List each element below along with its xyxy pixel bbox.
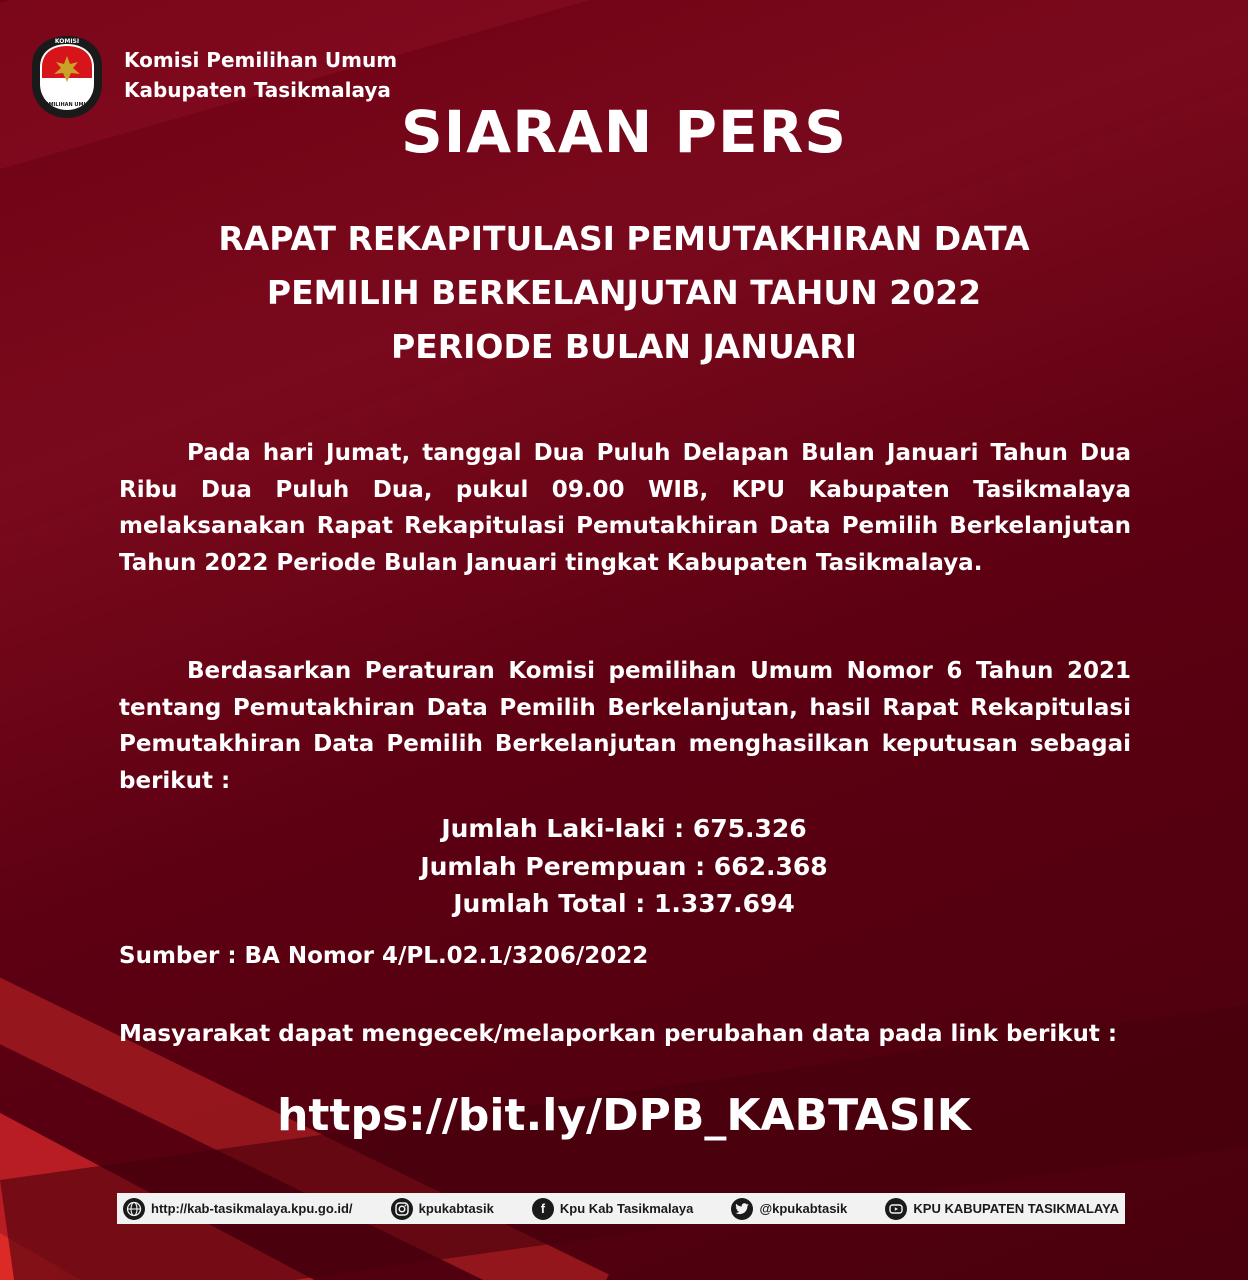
instagram-icon: [391, 1198, 413, 1220]
subtitle-line-3: PERIODE BULAN JANUARI: [391, 327, 857, 366]
facebook-icon: f: [532, 1198, 554, 1220]
subtitle: [0, 212, 1248, 374]
social-facebook[interactable]: [532, 1198, 693, 1220]
org-line-2: Kabupaten Tasikmalaya: [124, 78, 391, 102]
social-youtube-label: KPU KABUPATEN TASIKMALAYA: [913, 1201, 1119, 1216]
paragraph-1: Pada hari Jumat, tanggal Dua Puluh Delapan Bulan Januari Tahun Dua Ribu Dua Puluh Dua, pukul 09.00 WIB, KPU Kabupaten Tasikmalaya melaksanakan Rapat Rekapitulasi Pemutakhiran Data Pemilih Berkelanjutan Tahun 2022 Periode Bulan Januari tingkat Kabupaten Tasikmalaya.: [119, 440, 1131, 576]
social-website-label: http://kab-tasikmalaya.kpu.go.id/: [151, 1201, 353, 1216]
social-instagram-label: kpukabtasik: [418, 1201, 494, 1216]
youtube-icon: [885, 1198, 907, 1220]
social-instagram[interactable]: [391, 1198, 494, 1220]
note-text: Masyarakat dapat mengecek/melaporkan perubahan data pada link berikut :: [119, 1021, 1118, 1047]
social-website[interactable]: [123, 1198, 353, 1220]
stat-male: Jumlah Laki-laki : 675.326: [441, 814, 807, 843]
social-twitter-label: @kpukabtasik: [759, 1201, 848, 1216]
social-facebook-label: Kpu Kab Tasikmalaya: [559, 1201, 694, 1216]
twitter-icon: [731, 1198, 753, 1220]
subtitle-line-1: RAPAT REKAPITULASI PEMUTAKHIRAN DATA: [218, 219, 1030, 258]
social-bar: [117, 1193, 1125, 1224]
stat-total: Jumlah Total : 1.337.694: [453, 889, 795, 918]
logo-top-text: KOMISI: [54, 38, 80, 45]
stats-block: [0, 810, 1248, 923]
report-link[interactable]: https://bit.ly/DPB_KABTASIK: [277, 1090, 971, 1141]
social-twitter[interactable]: [731, 1198, 847, 1220]
logo-bottom-text: PEMILIHAN UMUM: [41, 102, 93, 108]
social-youtube[interactable]: [885, 1198, 1119, 1220]
page-title: SIARAN PERS: [400, 98, 848, 166]
subtitle-line-2: PEMILIH BERKELANJUTAN TAHUN 2022: [266, 273, 982, 312]
paragraph-2: Berdasarkan Peraturan Komisi pemilihan Umum Nomor 6 Tahun 2021 tentang Pemutakhiran Data Pemilih Berkelanjutan, hasil Rapat Rekapitulasi Pemutakhiran Data Pemilih Berkelanjutan menghasilkan keputusan sebagai berikut :: [119, 658, 1131, 794]
organization-name: [124, 45, 397, 105]
globe-icon: [123, 1198, 145, 1220]
org-line-1: Komisi Pemilihan Umum: [124, 48, 398, 72]
stat-female: Jumlah Perempuan : 662.368: [420, 851, 828, 881]
source-text: Sumber : BA Nomor 4/PL.02.1/3206/2022: [119, 943, 649, 969]
